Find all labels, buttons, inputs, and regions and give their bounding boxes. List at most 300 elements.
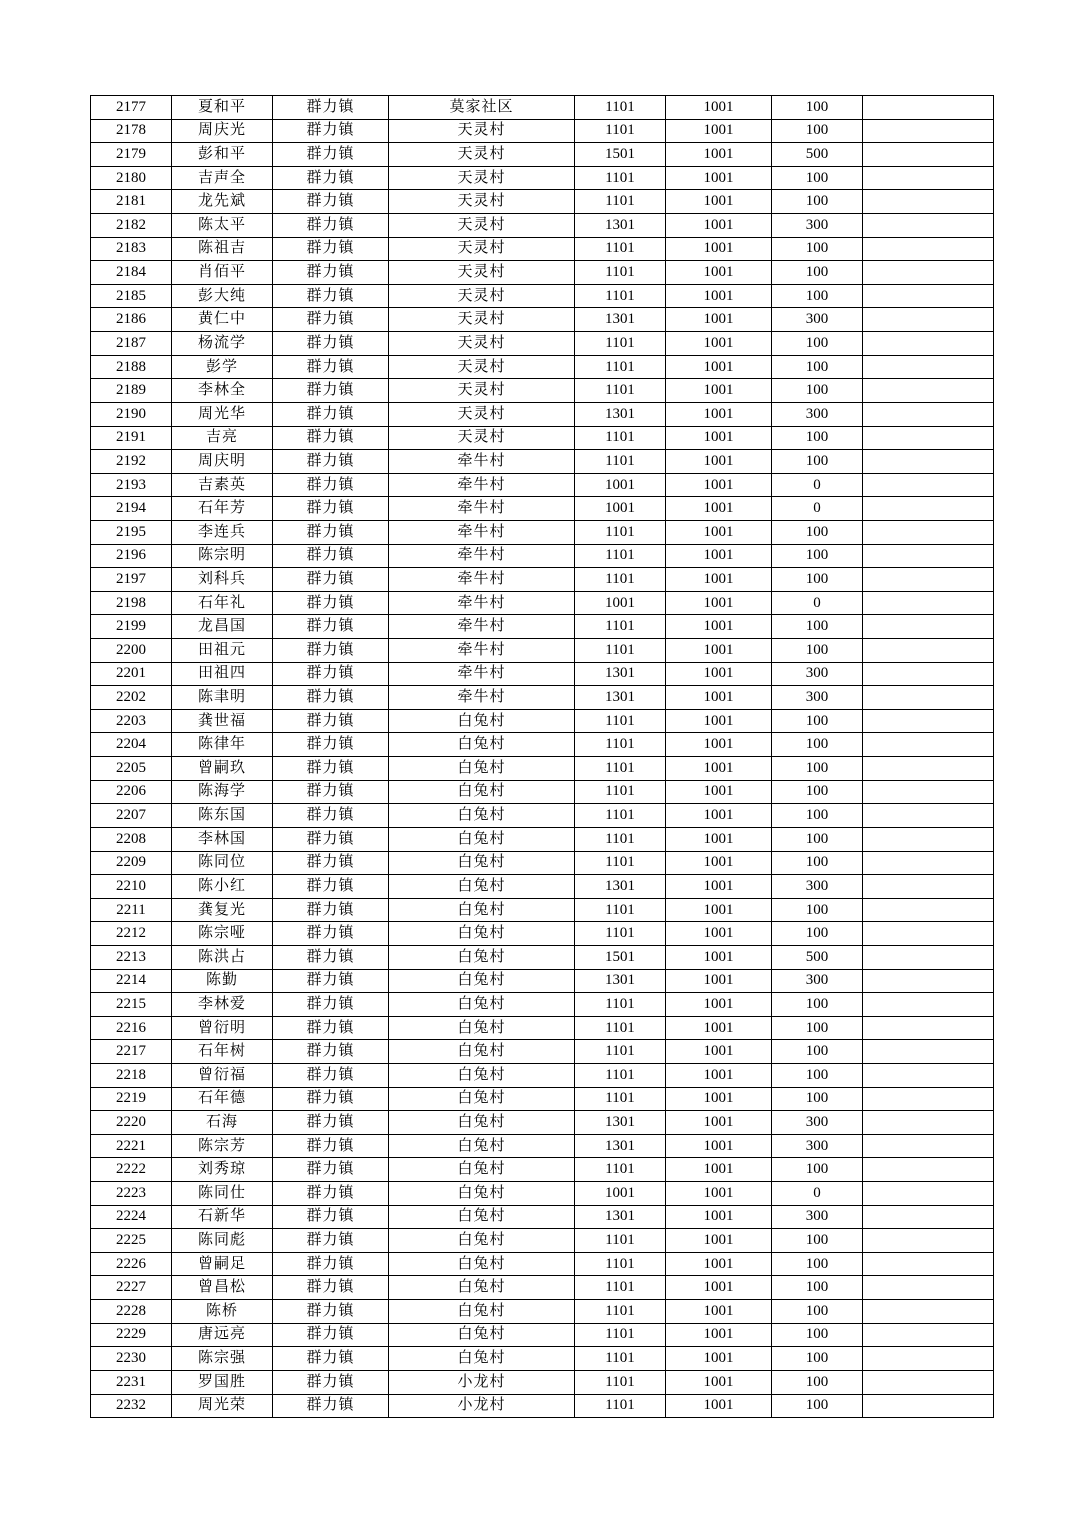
- cell-village: 天灵村: [389, 214, 575, 238]
- cell-code2: 1001: [666, 426, 772, 450]
- cell-amount: 100: [772, 426, 863, 450]
- cell-town: 群力镇: [273, 1182, 389, 1206]
- cell-code1: 1101: [575, 426, 666, 450]
- cell-code2: 1001: [666, 355, 772, 379]
- cell-village: 牵牛村: [389, 450, 575, 474]
- cell-code1: 1101: [575, 166, 666, 190]
- cell-code2: 1001: [666, 308, 772, 332]
- cell-town: 群力镇: [273, 1158, 389, 1182]
- cell-blank: [863, 1134, 994, 1158]
- cell-id: 2200: [91, 639, 172, 663]
- cell-town: 群力镇: [273, 308, 389, 332]
- table-row: [91, 615, 994, 639]
- cell-blank: [863, 166, 994, 190]
- table-row: [91, 1370, 994, 1394]
- cell-code2: 1001: [666, 1158, 772, 1182]
- cell-blank: [863, 615, 994, 639]
- cell-town: 群力镇: [273, 402, 389, 426]
- cell-name: 吉亮: [172, 426, 273, 450]
- cell-town: 群力镇: [273, 1394, 389, 1418]
- cell-village: 白兔村: [389, 1111, 575, 1135]
- cell-amount: 100: [772, 332, 863, 356]
- cell-code2: 1001: [666, 1040, 772, 1064]
- table-row: [91, 473, 994, 497]
- cell-id: 2228: [91, 1300, 172, 1324]
- cell-blank: [863, 898, 994, 922]
- cell-name: 田祖元: [172, 639, 273, 663]
- cell-id: 2205: [91, 757, 172, 781]
- cell-code1: 1101: [575, 827, 666, 851]
- cell-code1: 1101: [575, 1370, 666, 1394]
- cell-town: 群力镇: [273, 827, 389, 851]
- cell-town: 群力镇: [273, 1016, 389, 1040]
- cell-amount: 300: [772, 214, 863, 238]
- cell-town: 群力镇: [273, 1063, 389, 1087]
- cell-code2: 1001: [666, 497, 772, 521]
- table-row: [91, 804, 994, 828]
- cell-amount: 100: [772, 237, 863, 261]
- cell-village: 牵牛村: [389, 473, 575, 497]
- cell-amount: 100: [772, 804, 863, 828]
- cell-name: 石年德: [172, 1087, 273, 1111]
- cell-id: 2178: [91, 119, 172, 143]
- cell-code2: 1001: [666, 1182, 772, 1206]
- cell-code2: 1001: [666, 473, 772, 497]
- cell-town: 群力镇: [273, 1252, 389, 1276]
- cell-town: 群力镇: [273, 1134, 389, 1158]
- cell-code2: 1001: [666, 190, 772, 214]
- cell-village: 牵牛村: [389, 662, 575, 686]
- cell-name: 陈同彪: [172, 1229, 273, 1253]
- cell-blank: [863, 1016, 994, 1040]
- cell-code2: 1001: [666, 639, 772, 663]
- cell-code2: 1001: [666, 662, 772, 686]
- cell-village: 天灵村: [389, 284, 575, 308]
- cell-town: 群力镇: [273, 520, 389, 544]
- cell-code1: 1101: [575, 1323, 666, 1347]
- cell-amount: 0: [772, 473, 863, 497]
- cell-town: 群力镇: [273, 1111, 389, 1135]
- cell-code1: 1101: [575, 639, 666, 663]
- cell-id: 2223: [91, 1182, 172, 1206]
- cell-blank: [863, 450, 994, 474]
- cell-amount: 0: [772, 497, 863, 521]
- cell-village: 白兔村: [389, 1158, 575, 1182]
- cell-code2: 1001: [666, 1276, 772, 1300]
- table-row: [91, 355, 994, 379]
- cell-id: 2226: [91, 1252, 172, 1276]
- cell-name: 陈律年: [172, 733, 273, 757]
- cell-blank: [863, 284, 994, 308]
- cell-name: 陈勤: [172, 969, 273, 993]
- cell-id: 2213: [91, 945, 172, 969]
- cell-blank: [863, 119, 994, 143]
- cell-code1: 1301: [575, 308, 666, 332]
- cell-name: 彭学: [172, 355, 273, 379]
- cell-amount: 100: [772, 1087, 863, 1111]
- cell-name: 石年树: [172, 1040, 273, 1064]
- table-row: [91, 757, 994, 781]
- cell-code1: 1301: [575, 686, 666, 710]
- cell-id: 2217: [91, 1040, 172, 1064]
- cell-village: 天灵村: [389, 166, 575, 190]
- cell-name: 黄仁中: [172, 308, 273, 332]
- table-row: [91, 1158, 994, 1182]
- cell-village: 天灵村: [389, 237, 575, 261]
- table-row: [91, 1111, 994, 1135]
- cell-id: 2197: [91, 568, 172, 592]
- cell-amount: 100: [772, 1300, 863, 1324]
- cell-id: 2193: [91, 473, 172, 497]
- cell-amount: 500: [772, 945, 863, 969]
- cell-code2: 1001: [666, 1252, 772, 1276]
- cell-amount: 100: [772, 757, 863, 781]
- cell-code2: 1001: [666, 379, 772, 403]
- cell-blank: [863, 639, 994, 663]
- cell-village: 白兔村: [389, 1040, 575, 1064]
- cell-village: 天灵村: [389, 355, 575, 379]
- cell-village: 牵牛村: [389, 615, 575, 639]
- table-row: [91, 780, 994, 804]
- table-row: [91, 1087, 994, 1111]
- cell-village: 牵牛村: [389, 591, 575, 615]
- cell-name: 唐远亮: [172, 1323, 273, 1347]
- cell-code1: 1101: [575, 450, 666, 474]
- cell-name: 曾昌松: [172, 1276, 273, 1300]
- cell-code1: 1101: [575, 898, 666, 922]
- table-row: [91, 426, 994, 450]
- cell-code1: 1101: [575, 922, 666, 946]
- cell-name: 石年礼: [172, 591, 273, 615]
- cell-id: 2198: [91, 591, 172, 615]
- cell-amount: 100: [772, 1347, 863, 1371]
- cell-id: 2227: [91, 1276, 172, 1300]
- cell-village: 白兔村: [389, 851, 575, 875]
- cell-id: 2209: [91, 851, 172, 875]
- table-row: [91, 1252, 994, 1276]
- cell-code1: 1001: [575, 591, 666, 615]
- cell-code1: 1001: [575, 473, 666, 497]
- cell-town: 群力镇: [273, 355, 389, 379]
- cell-code1: 1001: [575, 1182, 666, 1206]
- cell-town: 群力镇: [273, 922, 389, 946]
- cell-blank: [863, 1205, 994, 1229]
- cell-id: 2203: [91, 709, 172, 733]
- table-row: [91, 591, 994, 615]
- cell-name: 龚复光: [172, 898, 273, 922]
- table-row: [91, 733, 994, 757]
- cell-code2: 1001: [666, 827, 772, 851]
- cell-amount: 100: [772, 1229, 863, 1253]
- cell-village: 天灵村: [389, 379, 575, 403]
- cell-name: 夏和平: [172, 96, 273, 120]
- table-row: [91, 261, 994, 285]
- cell-code1: 1101: [575, 1016, 666, 1040]
- cell-code2: 1001: [666, 969, 772, 993]
- cell-code2: 1001: [666, 143, 772, 167]
- cell-village: 白兔村: [389, 757, 575, 781]
- table-row: [91, 1276, 994, 1300]
- cell-town: 群力镇: [273, 214, 389, 238]
- table-row: [91, 993, 994, 1017]
- table-row: [91, 119, 994, 143]
- cell-amount: 100: [772, 922, 863, 946]
- cell-blank: [863, 1087, 994, 1111]
- cell-code2: 1001: [666, 686, 772, 710]
- cell-amount: 300: [772, 662, 863, 686]
- cell-code1: 1101: [575, 615, 666, 639]
- table-row: [91, 827, 994, 851]
- table-row: [91, 898, 994, 922]
- cell-amount: 100: [772, 1016, 863, 1040]
- cell-code2: 1001: [666, 520, 772, 544]
- cell-blank: [863, 922, 994, 946]
- cell-blank: [863, 1323, 994, 1347]
- table-row: [91, 96, 994, 120]
- cell-name: 吉素英: [172, 473, 273, 497]
- cell-code2: 1001: [666, 591, 772, 615]
- cell-blank: [863, 1229, 994, 1253]
- cell-blank: [863, 379, 994, 403]
- table-row: [91, 1205, 994, 1229]
- cell-amount: 100: [772, 568, 863, 592]
- table-body: [91, 96, 994, 1418]
- cell-town: 群力镇: [273, 544, 389, 568]
- cell-village: 天灵村: [389, 332, 575, 356]
- cell-code2: 1001: [666, 993, 772, 1017]
- cell-name: 龙先斌: [172, 190, 273, 214]
- cell-town: 群力镇: [273, 1087, 389, 1111]
- cell-name: 陈海学: [172, 780, 273, 804]
- cell-id: 2183: [91, 237, 172, 261]
- cell-blank: [863, 1370, 994, 1394]
- cell-code1: 1101: [575, 1229, 666, 1253]
- cell-village: 天灵村: [389, 261, 575, 285]
- cell-name: 田祖四: [172, 662, 273, 686]
- cell-id: 2220: [91, 1111, 172, 1135]
- cell-id: 2188: [91, 355, 172, 379]
- cell-code1: 1101: [575, 1040, 666, 1064]
- cell-code2: 1001: [666, 875, 772, 899]
- cell-town: 群力镇: [273, 639, 389, 663]
- table-row: [91, 1347, 994, 1371]
- cell-town: 群力镇: [273, 497, 389, 521]
- cell-code1: 1101: [575, 544, 666, 568]
- cell-blank: [863, 96, 994, 120]
- cell-amount: 100: [772, 827, 863, 851]
- cell-code2: 1001: [666, 261, 772, 285]
- cell-id: 2208: [91, 827, 172, 851]
- cell-town: 群力镇: [273, 757, 389, 781]
- table-row: [91, 1134, 994, 1158]
- cell-code2: 1001: [666, 332, 772, 356]
- cell-amount: 300: [772, 402, 863, 426]
- cell-id: 2212: [91, 922, 172, 946]
- cell-name: 彭和平: [172, 143, 273, 167]
- cell-village: 白兔村: [389, 827, 575, 851]
- cell-village: 牵牛村: [389, 544, 575, 568]
- cell-code2: 1001: [666, 1111, 772, 1135]
- cell-amount: 100: [772, 544, 863, 568]
- cell-village: 天灵村: [389, 308, 575, 332]
- cell-town: 群力镇: [273, 1040, 389, 1064]
- cell-name: 肖佰平: [172, 261, 273, 285]
- cell-id: 2186: [91, 308, 172, 332]
- cell-amount: 0: [772, 1182, 863, 1206]
- cell-village: 白兔村: [389, 993, 575, 1017]
- cell-name: 曾衍明: [172, 1016, 273, 1040]
- cell-blank: [863, 1063, 994, 1087]
- cell-id: 2229: [91, 1323, 172, 1347]
- table-row: [91, 969, 994, 993]
- cell-blank: [863, 1252, 994, 1276]
- cell-code2: 1001: [666, 709, 772, 733]
- cell-code2: 1001: [666, 96, 772, 120]
- cell-blank: [863, 190, 994, 214]
- cell-name: 陈桥: [172, 1300, 273, 1324]
- cell-town: 群力镇: [273, 1205, 389, 1229]
- table-row: [91, 875, 994, 899]
- cell-amount: 100: [772, 851, 863, 875]
- cell-amount: 100: [772, 1158, 863, 1182]
- cell-village: 牵牛村: [389, 686, 575, 710]
- table-row: [91, 709, 994, 733]
- cell-town: 群力镇: [273, 1370, 389, 1394]
- cell-village: 天灵村: [389, 119, 575, 143]
- cell-code2: 1001: [666, 402, 772, 426]
- cell-id: 2232: [91, 1394, 172, 1418]
- cell-code2: 1001: [666, 1347, 772, 1371]
- cell-code1: 1101: [575, 733, 666, 757]
- cell-village: 白兔村: [389, 875, 575, 899]
- cell-blank: [863, 214, 994, 238]
- cell-code1: 1101: [575, 190, 666, 214]
- cell-village: 白兔村: [389, 709, 575, 733]
- cell-amount: 100: [772, 355, 863, 379]
- cell-id: 2230: [91, 1347, 172, 1371]
- cell-id: 2202: [91, 686, 172, 710]
- cell-id: 2194: [91, 497, 172, 521]
- cell-town: 群力镇: [273, 190, 389, 214]
- cell-town: 群力镇: [273, 1347, 389, 1371]
- cell-code1: 1301: [575, 969, 666, 993]
- cell-village: 白兔村: [389, 1229, 575, 1253]
- cell-name: 陈祖吉: [172, 237, 273, 261]
- table-row: [91, 1323, 994, 1347]
- cell-village: 白兔村: [389, 1323, 575, 1347]
- cell-id: 2199: [91, 615, 172, 639]
- cell-id: 2190: [91, 402, 172, 426]
- cell-code2: 1001: [666, 214, 772, 238]
- cell-village: 白兔村: [389, 733, 575, 757]
- cell-name: 周光荣: [172, 1394, 273, 1418]
- table-row: [91, 402, 994, 426]
- cell-name: 刘秀琼: [172, 1158, 273, 1182]
- cell-amount: 100: [772, 1394, 863, 1418]
- cell-blank: [863, 945, 994, 969]
- cell-blank: [863, 1300, 994, 1324]
- table-row: [91, 544, 994, 568]
- cell-blank: [863, 1347, 994, 1371]
- cell-id: 2224: [91, 1205, 172, 1229]
- cell-amount: 300: [772, 308, 863, 332]
- cell-name: 龚世福: [172, 709, 273, 733]
- cell-code2: 1001: [666, 733, 772, 757]
- cell-town: 群力镇: [273, 237, 389, 261]
- cell-blank: [863, 520, 994, 544]
- cell-code1: 1101: [575, 119, 666, 143]
- cell-blank: [863, 709, 994, 733]
- cell-town: 群力镇: [273, 166, 389, 190]
- table-row: [91, 851, 994, 875]
- table-row: [91, 520, 994, 544]
- cell-blank: [863, 1394, 994, 1418]
- cell-id: 2222: [91, 1158, 172, 1182]
- cell-village: 天灵村: [389, 426, 575, 450]
- cell-code1: 1501: [575, 143, 666, 167]
- cell-name: 陈宗强: [172, 1347, 273, 1371]
- cell-blank: [863, 993, 994, 1017]
- cell-amount: 100: [772, 190, 863, 214]
- cell-village: 白兔村: [389, 1300, 575, 1324]
- cell-id: 2181: [91, 190, 172, 214]
- cell-village: 白兔村: [389, 1205, 575, 1229]
- cell-blank: [863, 780, 994, 804]
- cell-town: 群力镇: [273, 875, 389, 899]
- cell-village: 牵牛村: [389, 520, 575, 544]
- cell-id: 2211: [91, 898, 172, 922]
- cell-town: 群力镇: [273, 709, 389, 733]
- cell-code1: 1301: [575, 1205, 666, 1229]
- cell-blank: [863, 237, 994, 261]
- cell-town: 群力镇: [273, 780, 389, 804]
- cell-id: 2184: [91, 261, 172, 285]
- cell-code1: 1501: [575, 945, 666, 969]
- cell-id: 2207: [91, 804, 172, 828]
- cell-town: 群力镇: [273, 261, 389, 285]
- cell-name: 陈太平: [172, 214, 273, 238]
- cell-blank: [863, 568, 994, 592]
- cell-amount: 300: [772, 1205, 863, 1229]
- table-row: [91, 166, 994, 190]
- cell-code1: 1101: [575, 568, 666, 592]
- cell-village: 小龙村: [389, 1394, 575, 1418]
- cell-id: 2218: [91, 1063, 172, 1087]
- cell-amount: 100: [772, 898, 863, 922]
- cell-blank: [863, 426, 994, 450]
- cell-code1: 1301: [575, 662, 666, 686]
- cell-code2: 1001: [666, 945, 772, 969]
- cell-code1: 1101: [575, 332, 666, 356]
- table-row: [91, 662, 994, 686]
- cell-id: 2179: [91, 143, 172, 167]
- cell-name: 陈宗哑: [172, 922, 273, 946]
- cell-name: 曾衍福: [172, 1063, 273, 1087]
- cell-village: 牵牛村: [389, 497, 575, 521]
- cell-town: 群力镇: [273, 969, 389, 993]
- cell-name: 吉声全: [172, 166, 273, 190]
- cell-id: 2216: [91, 1016, 172, 1040]
- cell-town: 群力镇: [273, 450, 389, 474]
- cell-village: 白兔村: [389, 1276, 575, 1300]
- cell-town: 群力镇: [273, 332, 389, 356]
- cell-code1: 1301: [575, 402, 666, 426]
- cell-id: 2201: [91, 662, 172, 686]
- cell-town: 群力镇: [273, 686, 389, 710]
- cell-village: 白兔村: [389, 969, 575, 993]
- cell-town: 群力镇: [273, 615, 389, 639]
- cell-town: 群力镇: [273, 426, 389, 450]
